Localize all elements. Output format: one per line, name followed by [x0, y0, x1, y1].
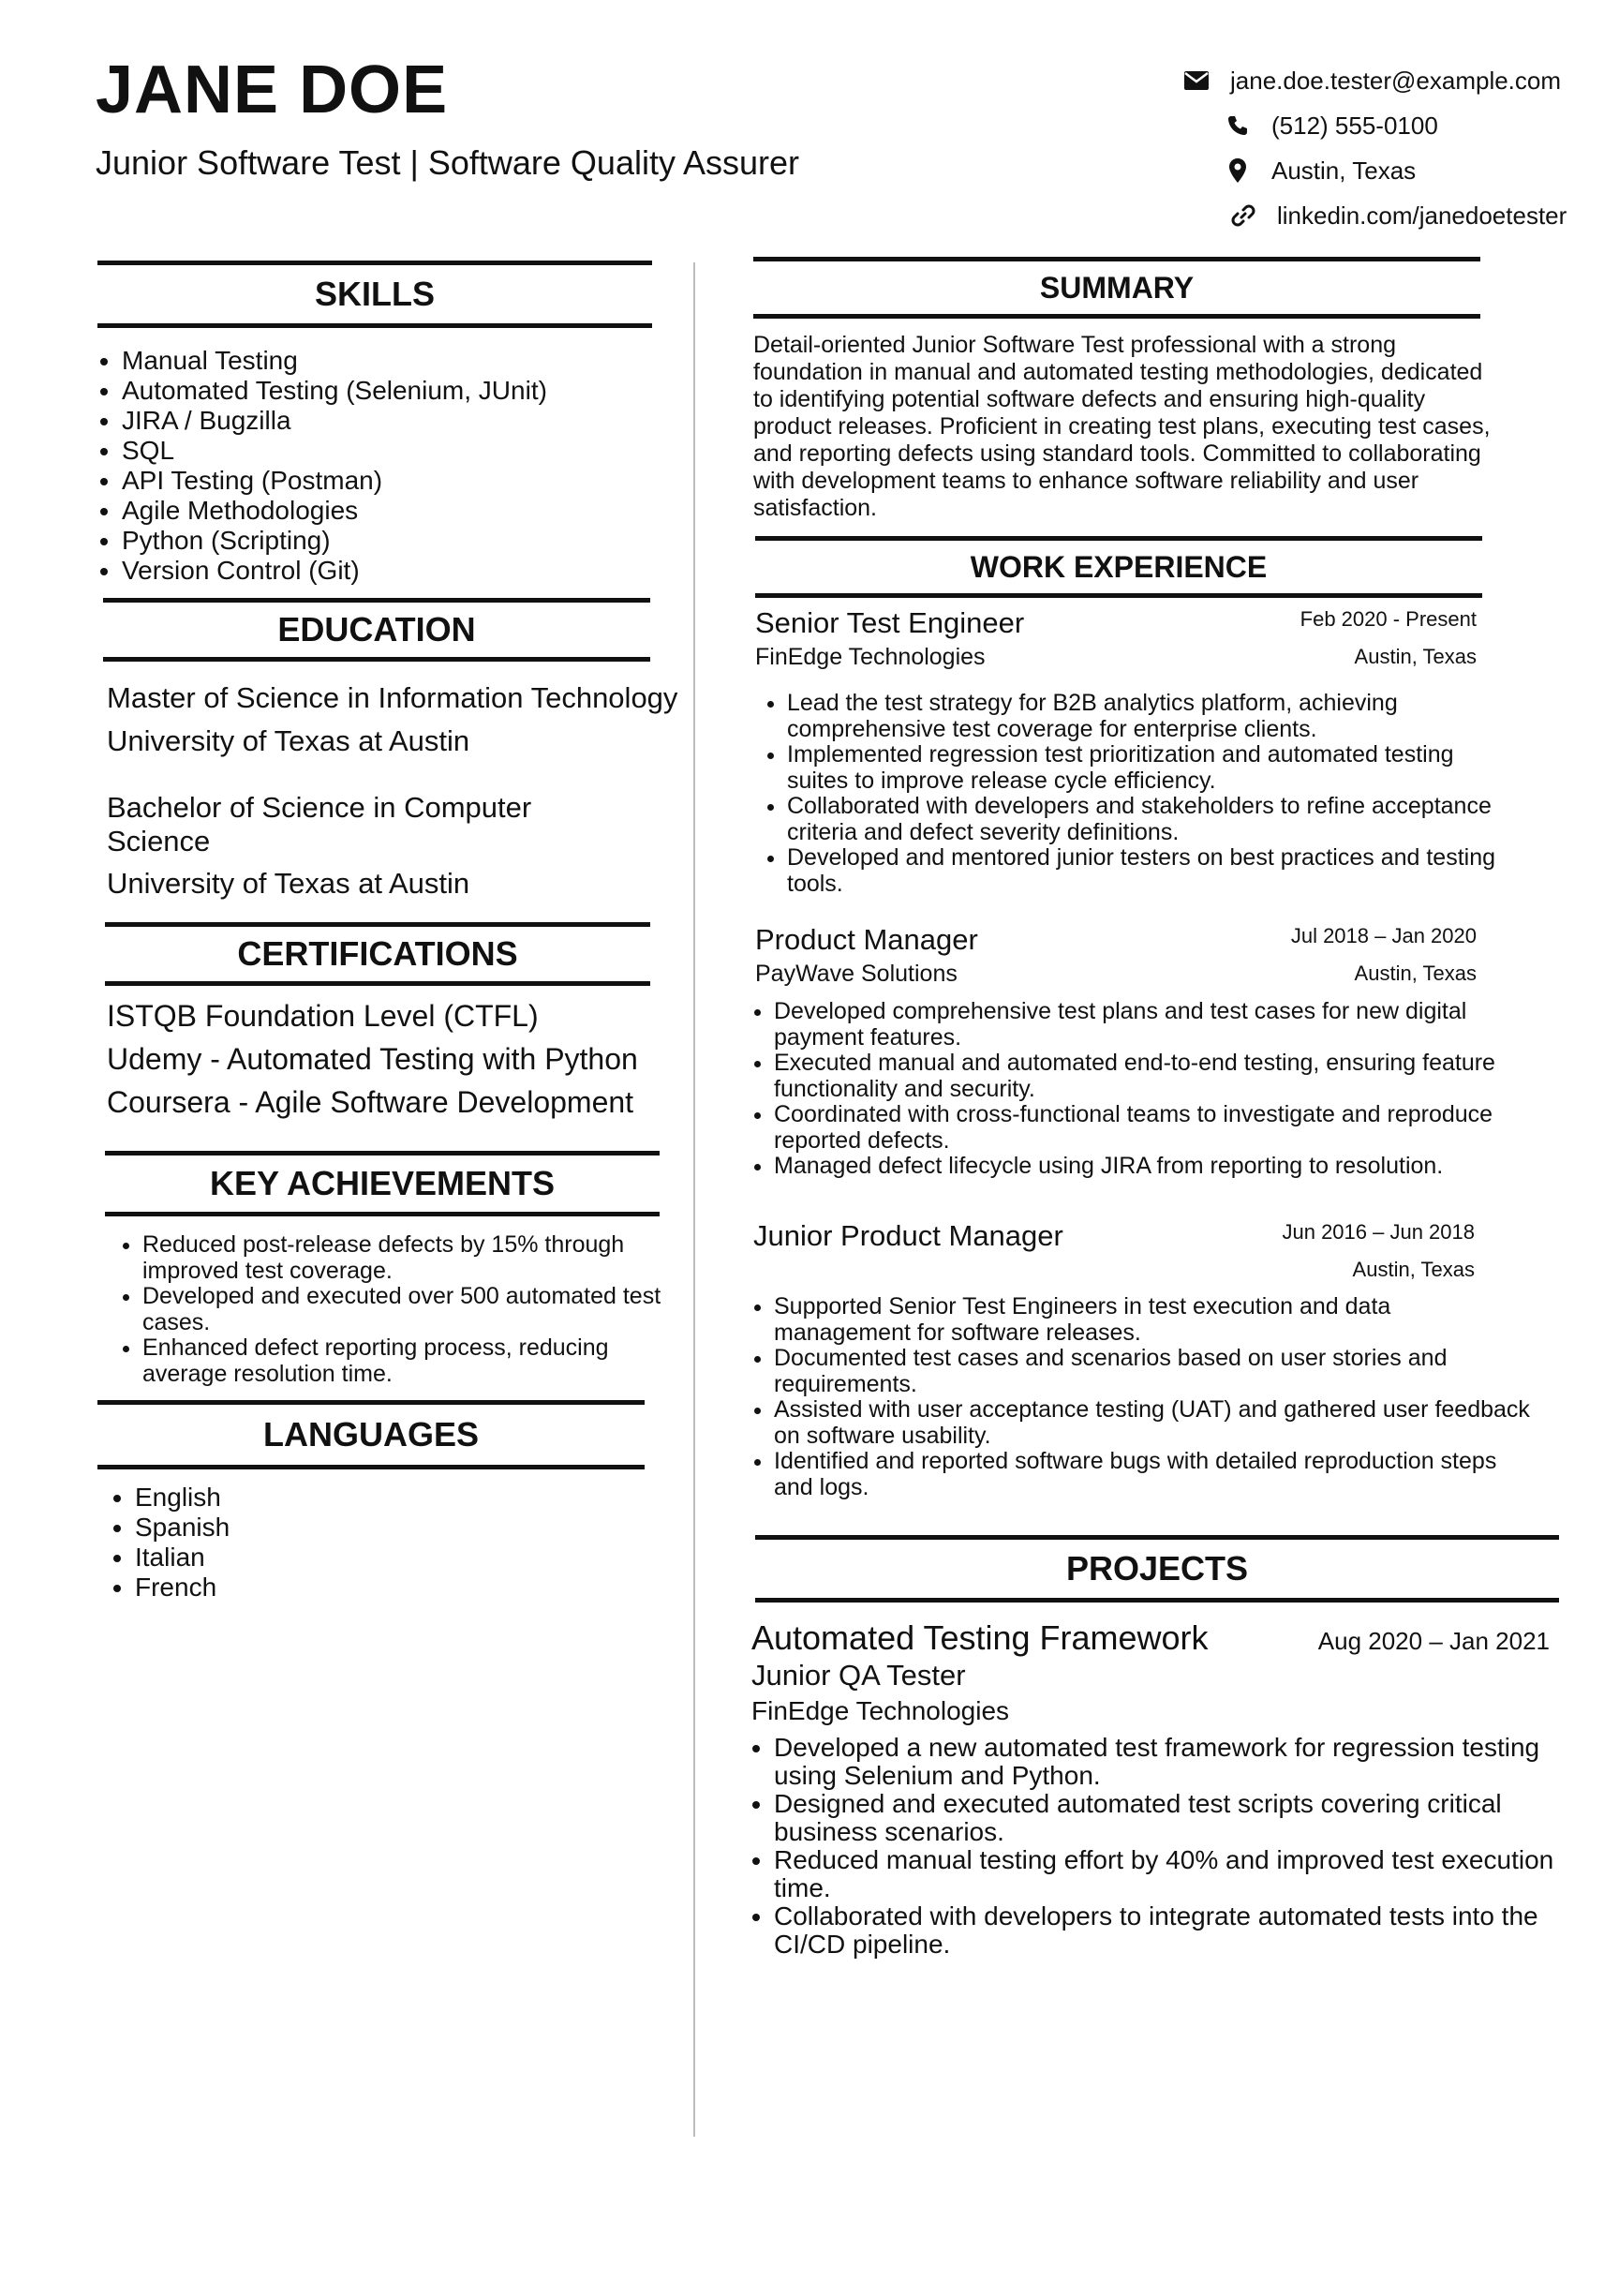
- degree: Master of Science in Information Technology: [107, 681, 678, 714]
- skill-item: • Automated Testing (Selenium, JUnit): [122, 376, 684, 406]
- achievement-item: • Developed and executed over 500 automated test cases.: [142, 1284, 695, 1335]
- contact-email[interactable]: [1176, 58, 1616, 103]
- job-bullet: • Coordinated with cross-functional teams to investigate and reproduce reported defects.: [774, 1102, 1523, 1154]
- phone-text: (512) 555-0100: [1271, 111, 1438, 140]
- job-bullets: [746, 1294, 1533, 1500]
- job-title: Senior Test Engineer: [755, 606, 1025, 639]
- languages-heading: LANGUAGES: [97, 1400, 645, 1469]
- project-company: FinEdge Technologies: [751, 1696, 1010, 1725]
- job-bullet: • Managed defect lifecycle using JIRA from reporting to resolution.: [774, 1154, 1523, 1180]
- job-title: Junior Product Manager: [753, 1219, 1063, 1252]
- job-bullets: [746, 999, 1523, 1180]
- job-bullet: • Executed manual and automated end-to-end testing, ensuring feature functionality and security.: [774, 1051, 1523, 1102]
- skill-item: • Version Control (Git): [122, 556, 684, 586]
- skill-item: • JIRA / Bugzilla: [122, 406, 684, 436]
- project-bullet: • Collaborated with developers to integrate automated tests into the CI/CD pipeline.: [774, 1902, 1589, 1959]
- certification-item: ISTQB Foundation Level (CTFL): [107, 999, 539, 1033]
- school: University of Texas at Austin: [107, 724, 470, 757]
- skills-list: [94, 346, 684, 586]
- project-title: Automated Testing Framework: [751, 1618, 1209, 1657]
- achievement-item: • Enhanced defect reporting process, reducing average resolution time.: [142, 1335, 695, 1387]
- job-location: Austin, Texas: [1354, 962, 1477, 985]
- contact-linkedin[interactable]: [1223, 193, 1616, 238]
- certifications-heading: CERTIFICATIONS: [105, 922, 650, 986]
- degree: Bachelor of Science in Computer: [107, 791, 532, 824]
- job-entry: [755, 922, 1477, 990]
- job-dates: Jun 2016 – Jun 2018: [1282, 1220, 1475, 1244]
- skill-item: • SQL: [122, 436, 684, 466]
- job-location: Austin, Texas: [1352, 1258, 1475, 1281]
- contact-list: [1176, 58, 1616, 238]
- education-heading: EDUCATION: [103, 598, 650, 662]
- skills-heading: SKILLS: [97, 261, 652, 328]
- map-pin-icon: [1217, 157, 1258, 184]
- email-text: jane.doe.tester@example.com: [1230, 66, 1562, 95]
- phone-icon: [1217, 114, 1258, 137]
- achievement-item: • Reduced post-release defects by 15% through improved test coverage.: [142, 1232, 695, 1284]
- job-bullet: • Collaborated with developers and stakeholders to refine acceptance criteria and defect severity definitions.: [787, 794, 1518, 845]
- job-bullet: • Developed and mentored junior testers on best practices and testing tools.: [787, 845, 1518, 897]
- project-bullets: [746, 1734, 1589, 1959]
- job-entry: [753, 1218, 1475, 1286]
- project-bullet: • Designed and executed automated test scripts covering critical business scenarios.: [774, 1790, 1589, 1846]
- language-item: • English: [135, 1483, 660, 1513]
- language-item: • Italian: [135, 1543, 660, 1573]
- job-bullet: • Lead the test strategy for B2B analytics platform, achieving comprehensive test coverage for enterprise clients.: [787, 691, 1518, 742]
- key-achievements-heading: KEY ACHIEVEMENTS: [105, 1151, 660, 1216]
- degree: Science: [107, 825, 211, 857]
- language-item: • French: [135, 1573, 660, 1603]
- linkedin-text: linkedin.com/janedoetester: [1277, 201, 1567, 230]
- summary-heading: SUMMARY: [753, 257, 1480, 319]
- job-bullet: • Assisted with user acceptance testing (UAT) and gathered user feedback on software usability.: [774, 1397, 1533, 1449]
- job-dates: Jul 2018 – Jan 2020: [1290, 924, 1477, 947]
- language-item: • Spanish: [135, 1513, 660, 1543]
- job-bullets: [759, 691, 1518, 897]
- summary-text: Detail-oriented Junior Software Test professional with a strong foundation in manual and automated testing methodologies, dedicated to identifying potential software defects and ensuring high-quality product releases. Proficient in creating test plans, executing test cases, and reporting defects using standard tools. Committed to collaborating with development teams to enhance software reliability and user satisfaction.: [753, 332, 1491, 521]
- school: University of Texas at Austin: [107, 867, 470, 900]
- skill-item: • API Testing (Postman): [122, 466, 684, 496]
- column-divider: [693, 262, 695, 2137]
- job-bullet: • Implemented regression test prioritization and automated testing suites to improve release cycle efficiency.: [787, 742, 1518, 794]
- project-entry: [751, 1618, 1550, 1730]
- skill-item: • Manual Testing: [122, 346, 684, 376]
- contact-location: [1217, 148, 1616, 193]
- job-company: PayWave Solutions: [755, 961, 958, 987]
- project-dates: Aug 2020 – Jan 2021: [1317, 1627, 1550, 1655]
- contact-phone[interactable]: [1217, 103, 1616, 148]
- certification-item: Udemy - Automated Testing with Python: [107, 1042, 638, 1076]
- projects-heading: PROJECTS: [755, 1535, 1559, 1603]
- skill-item: • Agile Methodologies: [122, 496, 684, 526]
- location-text: Austin, Texas: [1271, 156, 1417, 185]
- candidate-name: JANE DOE: [96, 52, 449, 127]
- education-entry: [107, 791, 688, 903]
- job-title: Product Manager: [755, 923, 978, 956]
- education-entry: [107, 678, 688, 761]
- candidate-subtitle: Junior Software Test | Software Quality Assurer: [96, 143, 800, 182]
- job-company: FinEdge Technologies: [755, 644, 986, 670]
- project-bullet: • Reduced manual testing effort by 40% and improved test execution time.: [774, 1846, 1589, 1902]
- project-role: Junior QA Tester: [751, 1659, 966, 1692]
- certification-item: Coursera - Agile Software Development: [107, 1085, 634, 1119]
- job-bullet: • Supported Senior Test Engineers in test execution and data management for software releases.: [774, 1294, 1533, 1346]
- certifications-list: [107, 994, 688, 1124]
- job-entry: [755, 605, 1477, 673]
- job-bullet: • Developed comprehensive test plans and test cases for new digital payment features.: [774, 999, 1523, 1051]
- job-location: Austin, Texas: [1354, 645, 1477, 668]
- job-dates: Feb 2020 - Present: [1300, 607, 1477, 631]
- job-bullet: • Identified and reported software bugs with detailed reproduction steps and logs.: [774, 1449, 1533, 1500]
- skill-item: • Python (Scripting): [122, 526, 684, 556]
- envelope-icon: [1176, 70, 1217, 91]
- job-bullet: • Documented test cases and scenarios based on user stories and requirements.: [774, 1346, 1533, 1397]
- achievements-list: [114, 1232, 695, 1387]
- link-icon: [1223, 203, 1264, 228]
- project-bullet: • Developed a new automated test framework for regression testing using Selenium and Python.: [774, 1734, 1589, 1790]
- work-experience-heading: WORK EXPERIENCE: [755, 536, 1482, 598]
- languages-list: [107, 1483, 660, 1603]
